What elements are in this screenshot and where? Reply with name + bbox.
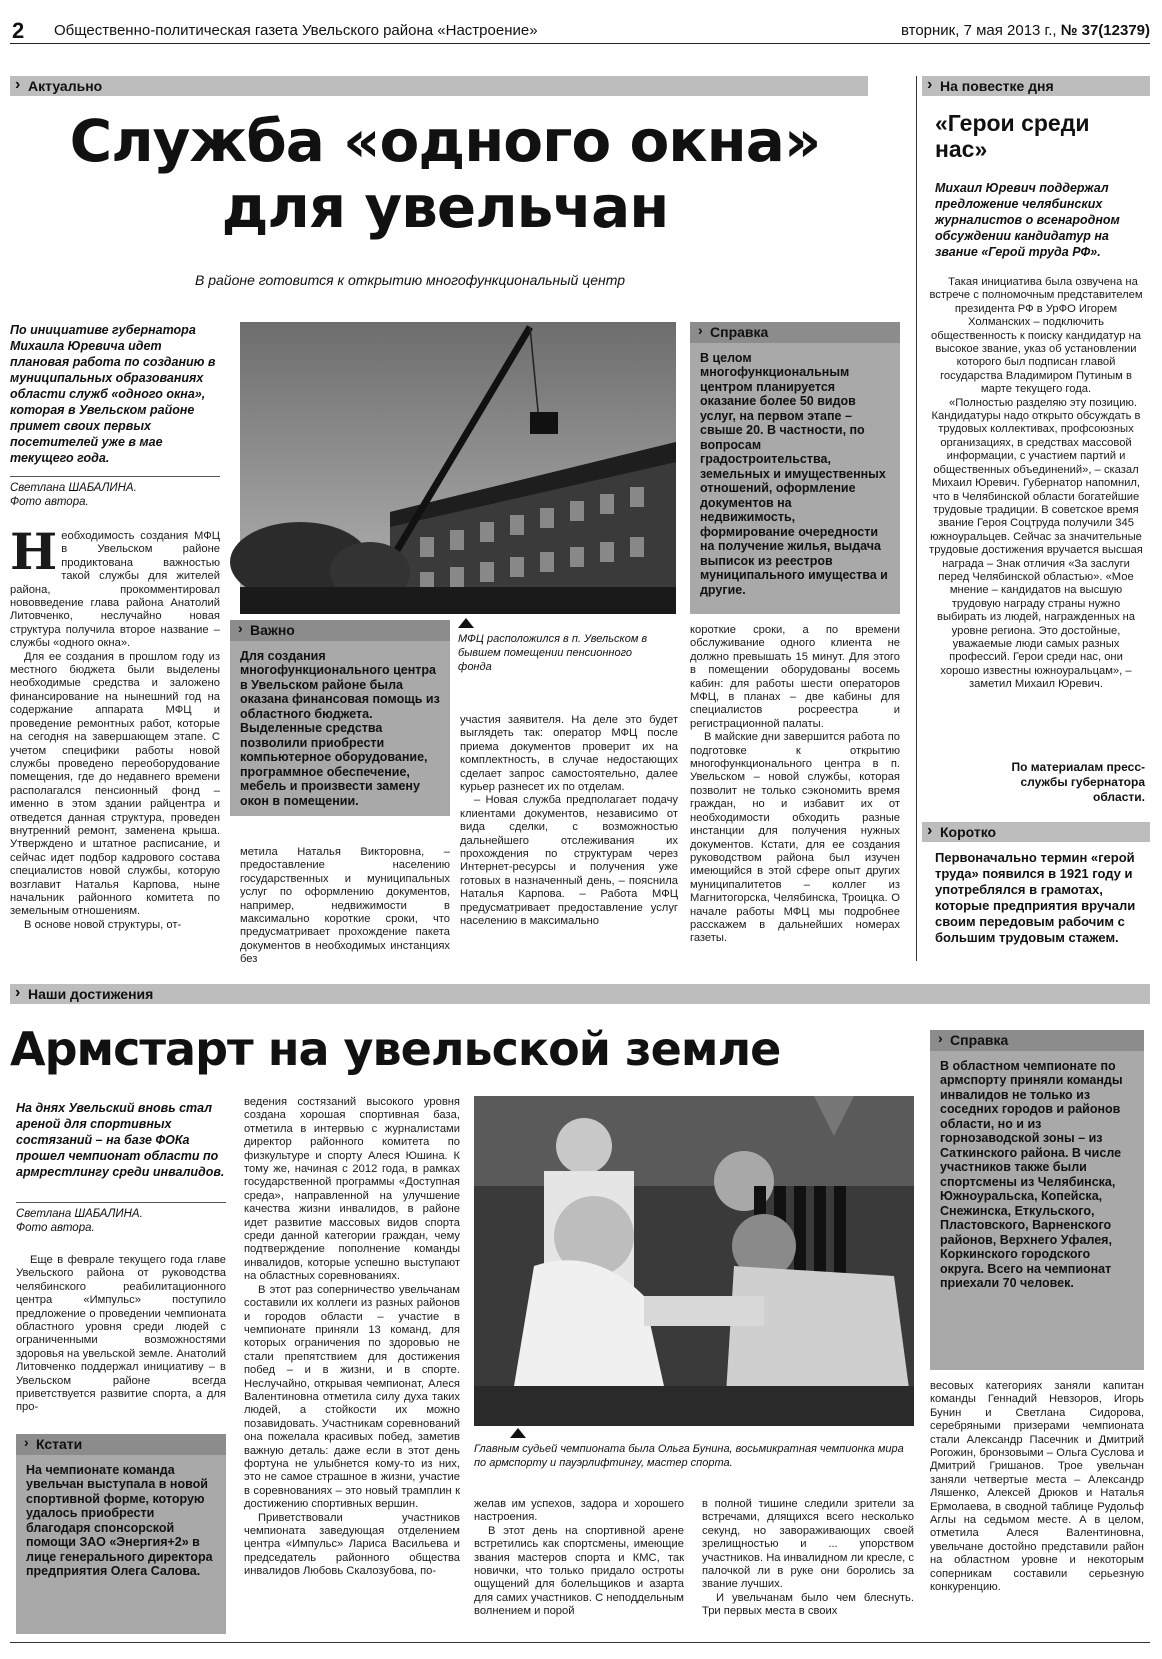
reference2-text: В областном чемпионате по армспорту приняли команды инвалидов не только из соседних городов и районов области, но и из горнозаводской зоны – из Саткинского района. В числе участников также были спортсмены из Челябинска, Южноуральска, Копейска, Снежинска, Еткульского, Пластовского, Варненского районов, Верхнего Уфалея, Коркинского городского округа. Всего на чемпионат приехали 70 человек. [940, 1058, 1123, 1290]
article1-col4 [690, 624, 900, 954]
caption-pointer [458, 618, 474, 628]
armwrestling-photo [474, 1096, 914, 1426]
important-title: › Важно [230, 620, 450, 641]
article2-col1 [16, 1254, 226, 1414]
reference-text: В целом многофункциональным центром планируется оказание более 50 видов услуг, на первом этапе – свыше 20. В частности, по вопросам градостроительства, земельных и имущественных отношений, оформление документов на недвижимость, формирование очередности на получение жилья, выдача выписок из реестров муниципального имущества и другие. [700, 350, 888, 597]
byline2-photo: Фото автора. [16, 1222, 95, 1234]
col1-p2: Для ее создания в прошлом году из местного бюджета были выделены необходимые средства и заложено финансирование на нынешний год на содержание аппарата МФЦ и проведение ремонтных работ, которые на сегодня на завершающем этапе. С учетом специфики работы новой службы проведено переоборудование помещения, где до недавнего времени располагался пенсионный фонд – именно в этом здании райцентра и отведется данная структура, проведен внутренний ремонт, заменена крыша. Утверждено и штатное расписание, и сейчас идет подбор кадрового состава специалистов новой службы, которую возглавит Наталья Карпова, ныне начальник районного комитета по земельным отношениям. [10, 650, 220, 918]
rubric-nashi-dostizheniya: › Наши достижения [10, 984, 1150, 1004]
article2-lead: На днях Увельский вновь стал ареной для спортивных состязаний – на базе ФОКа прошел чемпионат области по армрестлингу среди инвалидов. [16, 1101, 225, 1179]
byline2-author: Светлана ШАБАЛИНА. [16, 1208, 143, 1220]
sidebar-title: «Герои среди нас» [935, 110, 1090, 162]
col1-text: еобходимость создания МФЦ в Увельском районе продиктована важностью такой службы для жителей района, прокомментировал нововведение глава района Анатолий Литовченко, неслучайно новая структура получила второе название – службы «одного окна». [10, 530, 220, 650]
a2-col1-text: Еще в феврале текущего года главе Увельского района от руководства челябинского реабилитационного центра «Импульс» поступило предложение о проведении чемпионата областного уровня среди людей с ограниченными возможностями здоровья на увельской земле. Анатолий Литовченко поддержал инициативу – в Увельском районе всегда приветствуется развитие спорта, а для про- [16, 1254, 226, 1414]
byline-author: Светлана ШАБАЛИНА. [10, 482, 137, 494]
article2-col3 [474, 1498, 684, 1632]
rubric-na-povestke: › На повестке дня [922, 76, 1150, 96]
article2-col2 [244, 1096, 460, 1628]
headline-line2: для увельчан [221, 173, 669, 241]
note-box [16, 1434, 226, 1634]
rubric-korotko: › Коротко [922, 822, 1150, 842]
page-bottom-rule [10, 1642, 1150, 1643]
article1-col1 [10, 522, 220, 950]
photo2-caption: Главным судьей чемпионата была Ольга Бунина, восьмикратная чемпионка мира по армспорту и пауэрлифтингу, мастер спорта. [474, 1443, 904, 1469]
note-text: На чемпионате команда увельчан выступала в новой спортивной форме, которую удалось приобрести благодаря спонсорской помощи ЗАО «Энергия+2» в лице генерального директора предприятия Олега Салова. [26, 1462, 213, 1578]
note-title: › Кстати [16, 1434, 226, 1455]
article1-subtitle: В районе готовится к открытию многофункциональный центр [195, 272, 626, 288]
article2-col5 [930, 1380, 1144, 1632]
reference-box-1 [690, 322, 900, 614]
a2-col2-p3: Приветствовали участников чемпионата заведующая отделением центра «Импульс» Лариса Васильева и председатель районного общества инвалидов Любовь Скалозубова, по- [244, 1511, 460, 1578]
issue-number: № 37(12379) [1060, 22, 1150, 39]
article2-byline [16, 1202, 226, 1235]
a2-col5-text: весовых категориях заняли капитан команды Геннадий Невзоров, Игорь Бунин и Светлана Сидорова, серебряными призерами чемпионата стали Александр Пасечник и Дмитрий Рогожин, бронзовыми – Ольга Суслова и Дмитрий Гришанов. Трое увельчан заняли четвертые места – Александр Ляшенко, Алексей Дрюков и Наталья Ермолаева, в сводной таблице Рудольф Аглы на седьмом месте. А в целом, отметила Алеся Валентиновна, увельчане достойно представили район на областном уровне и некоторым соперникам составили серьезную конкуренцию. [930, 1380, 1144, 1594]
a2-col3-p2: В этот день на спортивной арене встретились как спортсмены, имеющие звания мастеров спорта и КМС, так новички, что только придало остроты ощущений для болельщиков и азарта для самих участников. С неподдельным волнением и порой [474, 1524, 684, 1618]
article2-headline: Армстарт на увельской земле [10, 1022, 781, 1076]
reference-title: › Справка [690, 322, 900, 343]
article2-col4 [702, 1498, 914, 1632]
article1-col2 [240, 846, 450, 966]
page-number: 2 [12, 18, 25, 43]
rubric-aktualno: › Актуально [10, 76, 868, 96]
a2-col2-p2: В этот раз соперничество увельчанам составили их коллеги из разных районов и городов области – участие в чемпионате приняли 13 команд, для которых ограничения по здоровью не стали препятствием для достижения побед – и в жизни, и в спорте. Неслучайно, открывая чемпионат, Алеся Валентиновна отметила силу духа таких людей, а стойкости их можно позавидовать. Участникам соревнований она пожелала красивых побед, заметив важную деталь: даже если в этот день фортуна не улыбнется кому-то из них, это не самое страшное в жизни, участие в соревнованиях – это новый трамплин к достижению спортивных вершин. [244, 1283, 460, 1511]
article1-col3 [460, 714, 678, 954]
col1-p3: В основе новой структуры, от- [24, 918, 182, 931]
sidebar-lead: Михаил Юревич поддержал предложение челябинских журналистов о всенародном обсуждении кандидатур на звание «Герой труда РФ». [935, 181, 1120, 259]
important-text: Для создания многофункционального центра в Увельском районе была оказана финансовая помощь из областного бюджета. Выделенные средства позволили приобрести компьютерное оборудование, программное обеспечение, мебель и произвести замену окон в помещении. [240, 648, 440, 808]
article1-lead: По инициативе губернатора Михаила Юревича идет плановая работа по созданию в муниципальных образованиях области служб «одного окна», которая в Увельском районе примет своих первых посетителей уже в мае текущего года. [10, 323, 216, 465]
reference-box-2 [930, 1030, 1144, 1370]
dropcap: Н [10, 522, 58, 581]
caption2-pointer [510, 1428, 526, 1438]
a2-col3-text: желав им успехов, задора и хорошего настроения. [474, 1498, 684, 1524]
sidebar-p2: «Полностью разделяю эту позицию. Кандидатуры надо открыто обсуждать в трудовых коллективах, профсоюзных организациях, в средствах массовой информации, с участием партий и общественных объединений», – сказал Михаил Юревич. Губернатор напомнил, что в Челябинской области богатейшие трудовые традиции. В советское время звание Героя Соцтруда получили 345 южноуральцев. Сейчас за значительные трудовые достижения вручается высшая награда – Знак отличия «За заслуги перед Челябинской областью». «Мое мнение – кандидатов на высшую трудовую награду страны нужно выбирать из людей, награжденных на уровне региона. Это достойные, уважаемые люди самых разных профессий. Герои среди нас, они хорошо известны южноуральцам», – заметил Михаил Юревич. [929, 396, 1143, 691]
publication-name: Общественно-политическая газета Увельского района «Настроение» [54, 22, 538, 39]
a2-col4-p2: И увельчанам было чем блеснуть. Три первых места в своих [702, 1591, 914, 1618]
issue-date [901, 22, 1150, 39]
col3-p2: – Новая служба предполагает подачу клиентами документов, независимо от вида сделки, с возможностью дальнейшего отслеживания их прохождения по структурам через Интернет-ресурсы и получения уже готовых в назначенный день, – пояснила Наталья Карпова. – Работа МФЦ предусматривает предоставление услуг населению в максимально [460, 794, 678, 928]
date-text: вторник, 7 мая 2013 г., [900, 22, 1057, 39]
col4-p2: В майские дни завершится работа по подготовке к открытию многофункционального центра в п. Увельском – новой службы, которая позволит не только сэкономить время граждан, но и избавит их от необходимости обходить разные инстанции для получения нужных документов. Кстати, для ее создания руководством района был изучен имеющийся в этой сфере опыт других муниципалитетов – коллег из Магнитогорска, Челябинска, Троицка. О начале работы МФЦ мы подробнее расскажем в дальнейших номерах газеты. [690, 731, 900, 945]
article1-headline [20, 108, 870, 240]
page-header [10, 18, 1150, 44]
a2-col2-text: ведения состязаний высокого уровня создана хорошая спортивная база, отметила в интервью с журналистами директор районного комитета по физкультуре и спорту Алеся Юшина. К тому же, начиная с 2012 года, в рамках государственной программы «Доступная среда», направленной на улучшение качества жизни инвалидов, в районе идет развитие массовых видов спорта среди данной категории граждан, чему подтверждение пополнение команды инвалидов, которые успешно выступают на областных соревнованиях. [244, 1096, 460, 1283]
sidebar-p1: Такая инициатива была озвучена на встрече с полномочным представителем президента РФ в УрФО Игорем Холманских – подключить общественность к поиску кандидатур на высокое звание, указ об установлении которого был подписан главой государства Владимиром Путиным в марте текущего года. [929, 276, 1143, 396]
col3-text: участия заявителя. На деле это будет выглядеть так: оператор МФЦ после приема документов проверит их на комплектность, в случае недостающих сделает запрос самостоятельно, далее курьер разнесет их по отделам. [460, 714, 678, 794]
col4-text: короткие сроки, а по времени обслуживание одного клиента не должно превышать 15 минут. Для этого в помещении оборудованы восемь кабин: для работы шести операторов МФЦ, в планах – две кабины для специалистов росреестра и регистрационной палаты. [690, 624, 900, 730]
sidebar-divider [916, 76, 917, 961]
short-text: Первоначально термин «герой труда» появился в 1921 году и употреблялся в грамотах, которые предприятия вручали своим передовым рабочим с большим трудовым стажем. [935, 850, 1136, 945]
byline-photo: Фото автора. [10, 496, 89, 508]
col2-text: метила Наталья Викторовна, – предоставление населению государственных и муниципальных услуг по оформлению документов, например, недвижимости в максимально короткие сроки, что предусматривает прохождение пакета документов в необходимых инстанциях без [240, 846, 450, 966]
photo-illustration [240, 322, 676, 614]
important-box [230, 620, 450, 816]
headline-line1: Служба «одного окна» [69, 107, 821, 175]
reference2-title: › Справка [930, 1030, 1144, 1051]
article1-byline [10, 476, 220, 509]
photo1-caption: МФЦ расположился в п. Увельском в бывшем помещении пенсионного фонда [458, 633, 648, 673]
sidebar-source: По материалам пресс-службы губернатора области. [1011, 760, 1145, 804]
a2-col4-text: в полной тишине следили зрители за встречами, длящихся всего несколько секунд, но завораживающих своей зрелищностью и ... упорством участников. На инвалидном ли кресле, с палочкой ли в руке они боролись за звание лучших. [702, 1498, 914, 1591]
mfc-building-photo [240, 322, 676, 614]
photo2-illustration [474, 1096, 914, 1426]
sidebar-body [928, 276, 1144, 746]
